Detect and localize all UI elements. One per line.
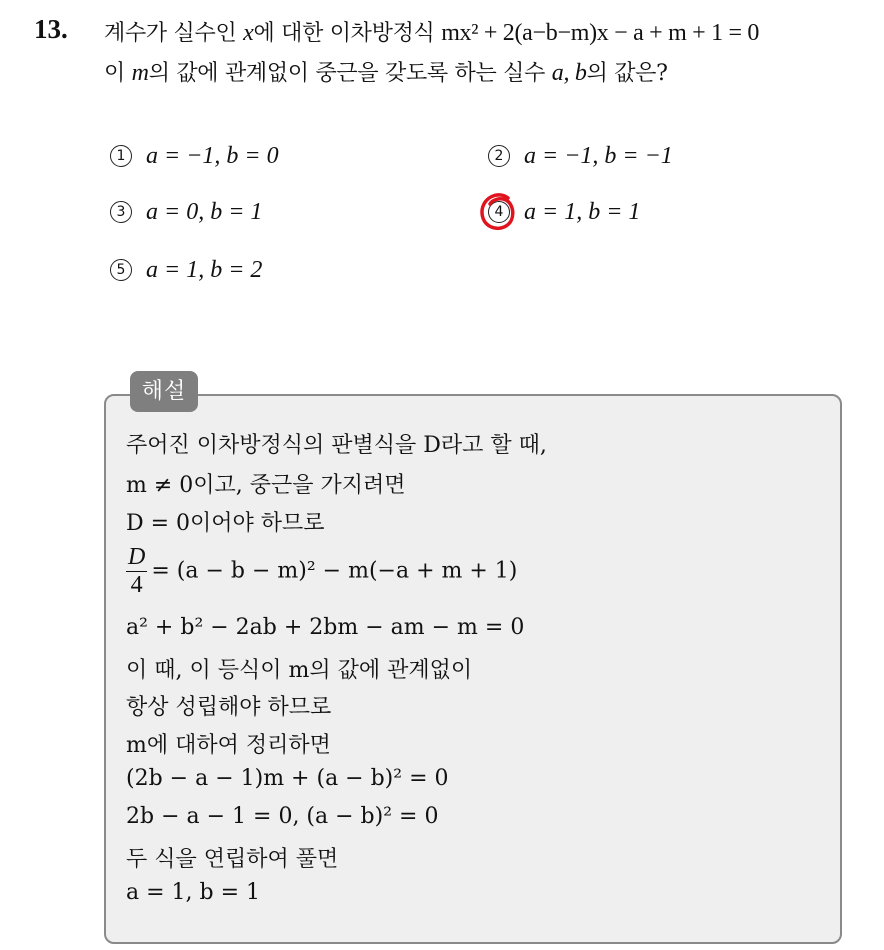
choice-number: 2 — [488, 145, 510, 167]
choice-text: a = 0, b = 1 — [146, 199, 263, 225]
choice-3[interactable] — [110, 199, 262, 226]
question-text: 의 값은? — [586, 61, 668, 86]
solution-line: a = 1, b = 1 — [126, 880, 261, 905]
solution-line: m에 대하여 정리하면 — [126, 733, 331, 758]
question-line-2 — [104, 56, 668, 87]
question-var-x: x — [243, 20, 254, 46]
choice-text: a = −1, b = −1 — [524, 143, 673, 169]
solution-line: D = 0이어야 하므로 — [126, 511, 325, 536]
choice-5[interactable] — [110, 257, 262, 284]
choice-2[interactable] — [488, 143, 673, 170]
solution-line: m ≠ 0이고, 중근을 가지려면 — [126, 473, 406, 498]
fraction-denominator: 4 — [130, 572, 143, 598]
question-number: 13. — [34, 14, 68, 44]
choice-4[interactable] — [488, 199, 640, 226]
question-text: 계수가 실수인 — [104, 21, 237, 46]
solution-line: 이 때, 이 등식이 m의 값에 관계없이 — [126, 658, 473, 683]
solution-tag: 해설 — [130, 371, 198, 412]
choice-1[interactable] — [110, 143, 279, 170]
choice-number: 1 — [110, 145, 132, 167]
choice-number: 4 — [488, 201, 510, 223]
fraction — [126, 544, 147, 599]
solution-line: 2b − a − 1 = 0, (a − b)² = 0 — [126, 804, 439, 829]
solution-line: 주어진 이차방정식의 판별식을 D라고 할 때, — [126, 433, 547, 458]
question-line-1 — [104, 16, 759, 47]
solution-line: 두 식을 연립하여 풀면 — [126, 847, 339, 872]
solution-line: = (a − b − m)² − m(−a + m + 1) — [151, 558, 518, 584]
question-text: 에 대한 이차방정식 — [253, 21, 435, 46]
solution-line: (2b − a − 1)m + (a − b)² = 0 — [126, 766, 449, 791]
question-text: 이 — [104, 61, 125, 86]
solution-line: a² + b² − 2ab + 2bm − am − m = 0 — [126, 615, 525, 640]
choice-text: a = −1, b = 0 — [146, 143, 279, 169]
choice-text: a = 1, b = 1 — [524, 199, 641, 225]
question-var-m: m — [131, 60, 149, 86]
solution-line-fraction — [126, 544, 517, 599]
question-text: 의 값에 관계없이 중근을 갖도록 하는 실수 — [148, 61, 546, 86]
choice-text: a = 1, b = 2 — [146, 257, 263, 283]
question-vars-ab: a, b — [551, 60, 587, 86]
choice-number: 5 — [110, 259, 132, 281]
choice-number: 3 — [110, 201, 132, 223]
solution-line: 항상 성립해야 하므로 — [126, 695, 332, 720]
fraction-numerator: D — [128, 544, 146, 570]
question-equation: mx² + 2(a−b−m)x − a + m + 1 = 0 — [441, 20, 760, 46]
